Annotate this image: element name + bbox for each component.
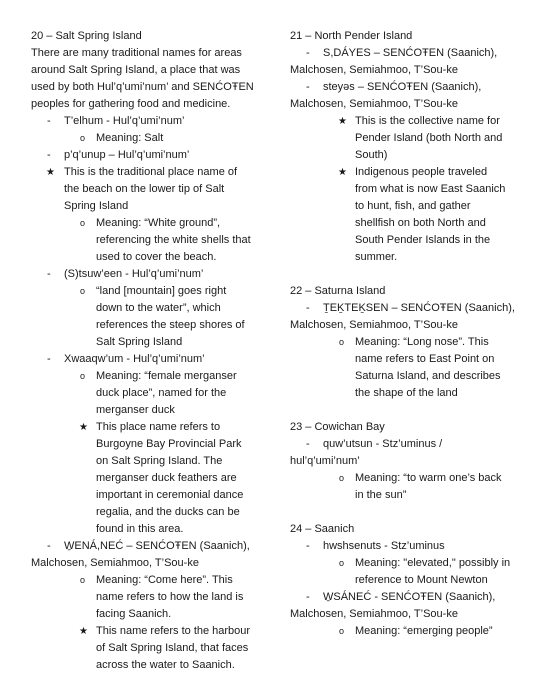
star-bullet-icon: ★	[79, 626, 88, 637]
list-item-text: ṮEḴTEḴSEN – SENĆOŦEN (Saanich),	[323, 302, 515, 314]
intro-line: around Salt Spring Island, a place that was	[31, 64, 241, 76]
star-bullet-icon: ★	[338, 167, 347, 178]
list-item	[31, 147, 263, 164]
sub-list-item	[31, 572, 263, 623]
list-item-text: Malchosen, Semiahmoo, T’Sou-ke	[290, 319, 458, 331]
list-item	[290, 45, 518, 79]
list-item-text: S,DÁYES – SENĆOŦEN (Saanich),	[323, 47, 498, 59]
list-item-text: regalia, and the ducks can be	[96, 506, 240, 518]
sub-list-item	[31, 130, 263, 147]
list-item-text: Pender Island (both North and	[355, 132, 503, 144]
section-heading: 21 – North Pender Island	[290, 30, 413, 42]
list-item-text: South)	[355, 149, 388, 161]
list-item-text: merganser duck feathers are	[96, 472, 237, 484]
list-item-text: on Salt Spring Island. The	[96, 455, 223, 467]
list-item-text: Xwaaqw’um - Hul’q’umi’num’	[64, 353, 205, 365]
list-item-text: steyəs – SENĆOŦEN (Saanich),	[323, 81, 482, 93]
list-item-text: Malchosen, Semiahmoo, T’Sou-ke	[31, 557, 199, 569]
list-item-text: Meaning: “Long nose”. This	[355, 336, 489, 348]
list-item-text: across the water to Saanich.	[96, 659, 235, 671]
island-section	[290, 28, 518, 266]
list-item-text: Meaning: “Come here”. This	[96, 574, 233, 586]
circle-bullet-icon: o	[339, 558, 345, 568]
circle-bullet-icon: o	[80, 371, 86, 381]
section-heading: 23 – Cowichan Bay	[290, 421, 385, 433]
island-section	[290, 521, 518, 640]
list-item-text: summer.	[355, 251, 398, 263]
salt-spring-list	[31, 113, 263, 674]
list-item-text: name refers to East Point on	[355, 353, 495, 365]
star-note	[290, 164, 518, 266]
list-item-text: W̱SÁNEĆ - SENĆOŦEN (Saanich),	[323, 591, 496, 603]
list-item-text: references the steep shores of	[96, 319, 245, 331]
list-item	[31, 266, 263, 283]
list-item-text: South Pender Islands in the	[355, 234, 491, 246]
list-item-text: duck place”, named for the	[96, 387, 227, 399]
sub-list-item	[290, 555, 518, 589]
intro-line: used by both Hul’q’umi’num’ and SENĆOŦEN	[31, 81, 254, 93]
list-item-text: the shape of the land	[355, 387, 458, 399]
intro-line: There are many traditional names for areas	[31, 47, 242, 59]
list-item-text: Malchosen, Semiahmoo, T’Sou-ke	[290, 98, 458, 110]
intro-paragraph	[31, 45, 263, 113]
list-item-text: quw’utsun - Stz’uminus /	[323, 438, 443, 450]
island-section	[290, 419, 518, 504]
list-item-text: Spring Island	[64, 200, 129, 212]
list-item-text: referencing the white shells that	[96, 234, 251, 246]
star-bullet-icon: ★	[46, 167, 55, 178]
list-item-text: reference to Mount Newton	[355, 574, 488, 586]
list-item	[31, 113, 263, 130]
left-column	[31, 28, 263, 674]
list-item-text: “land [mountain] goes right	[96, 285, 227, 297]
sub-list-item	[290, 470, 518, 504]
intro-line: peoples for gathering food and medicine.	[31, 98, 231, 110]
list-item-text: of Salt Spring Island, that faces	[96, 642, 249, 654]
list-item-text: name refers to how the land is	[96, 591, 244, 603]
list-item-text: facing Saanich.	[96, 608, 172, 620]
dash-bullet-icon: -	[306, 540, 310, 552]
sub-list-item	[31, 215, 263, 266]
list-item-text: This place name refers to	[96, 421, 221, 433]
list-item	[290, 79, 518, 113]
list-item-text: Meaning: “White ground”,	[96, 217, 221, 229]
list-item-text: the beach on the lower tip of Salt	[64, 183, 225, 195]
star-note	[31, 419, 263, 538]
list-item	[31, 351, 263, 368]
island-section	[290, 283, 518, 402]
list-item	[290, 589, 518, 623]
circle-bullet-icon: o	[339, 626, 345, 636]
dash-bullet-icon: -	[306, 438, 310, 450]
list-item-text: hul’q’umi’num’	[290, 455, 360, 467]
list-item-text: shellfish on both North and	[355, 217, 486, 229]
circle-bullet-icon: o	[80, 286, 86, 296]
list-item	[290, 300, 518, 334]
sub-list-item	[290, 623, 518, 640]
list-item-text: Meaning: “to warm one’s back	[355, 472, 502, 484]
dash-bullet-icon: -	[306, 47, 310, 59]
section-heading-salt-spring: 20 – Salt Spring Island	[31, 30, 142, 42]
list-item-text: from what is now East Saanich	[355, 183, 506, 195]
star-note	[31, 623, 263, 674]
star-note	[31, 164, 263, 215]
list-item-text: p’q’unup – Hul’q’umi’num’	[64, 149, 190, 161]
list-item-text: Meaning: "elevated," possibly in	[355, 557, 511, 569]
list-item-text: down to the water”, which	[96, 302, 221, 314]
list-item-text: in the sun”	[355, 489, 407, 501]
section-heading: 24 – Saanich	[290, 523, 355, 535]
list-item-text: found in this area.	[96, 523, 184, 535]
list-item-text: Salt Spring Island	[96, 336, 183, 348]
circle-bullet-icon: o	[80, 218, 86, 228]
list-item-text: Malchosen, Semiahmoo, T’Sou-ke	[290, 608, 458, 620]
dash-bullet-icon: -	[47, 149, 51, 161]
list-item-text: This is the traditional place name of	[64, 166, 238, 178]
list-item	[31, 538, 263, 572]
list-item	[290, 436, 518, 470]
list-item-text: This is the collective name for	[355, 115, 500, 127]
star-bullet-icon: ★	[79, 422, 88, 433]
list-item-text: T’elhum - Hul’q’umi’num’	[64, 115, 185, 127]
star-note	[290, 113, 518, 164]
list-item-text: Saturna Island, and describes	[355, 370, 501, 382]
sub-list-item	[290, 334, 518, 402]
dash-bullet-icon: -	[47, 540, 51, 552]
list-item-text: This name refers to the harbour	[96, 625, 251, 637]
circle-bullet-icon: o	[80, 133, 86, 143]
circle-bullet-icon: o	[339, 473, 345, 483]
list-item-text: Malchosen, Semiahmoo, T’Sou-ke	[290, 64, 458, 76]
dash-bullet-icon: -	[47, 353, 51, 365]
list-item-text: W̱ENÁ,NEĆ – SENĆOŦEN (Saanich),	[64, 540, 250, 552]
sub-list-item	[31, 283, 263, 351]
list-item-text: merganser duck	[96, 404, 175, 416]
dash-bullet-icon: -	[47, 115, 51, 127]
list-item-text: hwshsenuts - Stz’uminus	[323, 540, 445, 552]
list-item-text: important in ceremonial dance	[96, 489, 244, 501]
right-column	[290, 28, 518, 640]
list-item-text: to hunt, fish, and gather	[355, 200, 471, 212]
circle-bullet-icon: o	[80, 575, 86, 585]
circle-bullet-icon: o	[339, 337, 345, 347]
dash-bullet-icon: -	[47, 268, 51, 280]
list-item-text: Burgoyne Bay Provincial Park	[96, 438, 242, 450]
list-item-text: Indigenous people traveled	[355, 166, 488, 178]
dash-bullet-icon: -	[306, 81, 310, 93]
sub-list-item	[31, 368, 263, 419]
list-item-text: (S)tsuw’een - Hul’q’umi’num’	[64, 268, 204, 280]
list-item-text: used to cover the beach.	[96, 251, 217, 263]
list-item-text: Meaning: Salt	[96, 132, 164, 144]
dash-bullet-icon: -	[306, 302, 310, 314]
list-item-text: Meaning: “emerging people”	[355, 625, 493, 637]
list-item	[290, 538, 518, 555]
list-item-text: Meaning: “female merganser	[96, 370, 237, 382]
star-bullet-icon: ★	[338, 116, 347, 127]
section-heading: 22 – Saturna Island	[290, 285, 386, 297]
dash-bullet-icon: -	[306, 591, 310, 603]
